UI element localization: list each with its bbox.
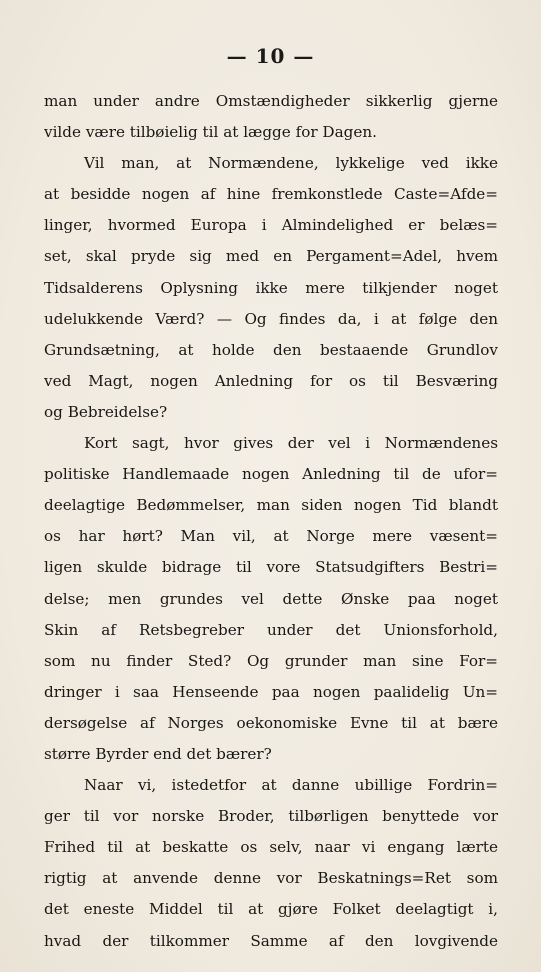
text-line: delse; men grundes vel dette Ønske paa noget — [44, 589, 498, 608]
text-line: rigtig at anvende denne vor Beskatnings=Ret som — [44, 869, 498, 888]
text-line: Tidsalderens Oplysning ikke mere tilkjender noget — [44, 278, 498, 297]
text-line: Grundsætning, at holde den bestaaende Grundlov — [44, 340, 498, 359]
text-line: Kort sagt, hvor gives der vel i Normændenes — [84, 434, 498, 453]
text-line: som nu finder Sted? Og grunder man sine For= — [44, 651, 498, 670]
text-line: linger, hvormed Europa i Almindelighed er belæs= — [44, 216, 498, 235]
text-line: ved Magt, nogen Anledning for os til Besværing — [44, 371, 498, 390]
text-line: deelagtige Bedømmelser, man siden nogen Tid blandt — [44, 496, 498, 515]
text-line: og Bebreidelse? — [44, 402, 168, 421]
text-line: set, skal pryde sig med en Pergament=Adel, hvem — [44, 247, 498, 266]
text-line: større Byrder end det bærer? — [44, 744, 272, 763]
text-line: det eneste Middel til at gjøre Folket deelagtigt i, — [44, 900, 498, 919]
text-line: ligen skulde bidrage til vore Statsudgifters Bestri= — [44, 558, 498, 577]
text-line: at besidde nogen af hine fremkonstlede Caste=Afde= — [44, 185, 498, 204]
text-line: Skin af Retsbegreber under det Unionsforhold, — [44, 620, 498, 639]
text-line: ger til vor norske Broder, tilbørligen benyttede vor — [44, 807, 498, 826]
page-number: — 10 — — [226, 44, 315, 68]
text-line: politiske Handlemaade nogen Anledning til de ufor= — [44, 465, 498, 484]
text-line: vilde være tilbøielig til at lægge for Dagen. — [44, 123, 377, 142]
text-line: hvad der tilkommer Samme af den lovgivende — [44, 931, 498, 950]
text-line: udelukkende Værd? — Og findes da, i at følge den — [44, 309, 498, 328]
body-text — [44, 86, 498, 957]
text-line: Naar vi, istedetfor at danne ubillige Fordrin= — [84, 776, 498, 795]
text-line: os har hørt? Man vil, at Norge mere væsent= — [44, 527, 498, 546]
text-line: Frihed til at beskatte os selv, naar vi engang lærte — [44, 838, 498, 857]
text-line: dersøgelse af Norges oekonomiske Evne til at bære — [44, 713, 498, 732]
text-line: man under andre Omstændigheder sikkerlig gjerne — [44, 92, 498, 110]
text-line: Vil man, at Normændene, lykkelige ved ikke — [84, 154, 498, 173]
text-line: dringer i saa Henseende paa nogen paalidelig Un= — [44, 682, 498, 701]
